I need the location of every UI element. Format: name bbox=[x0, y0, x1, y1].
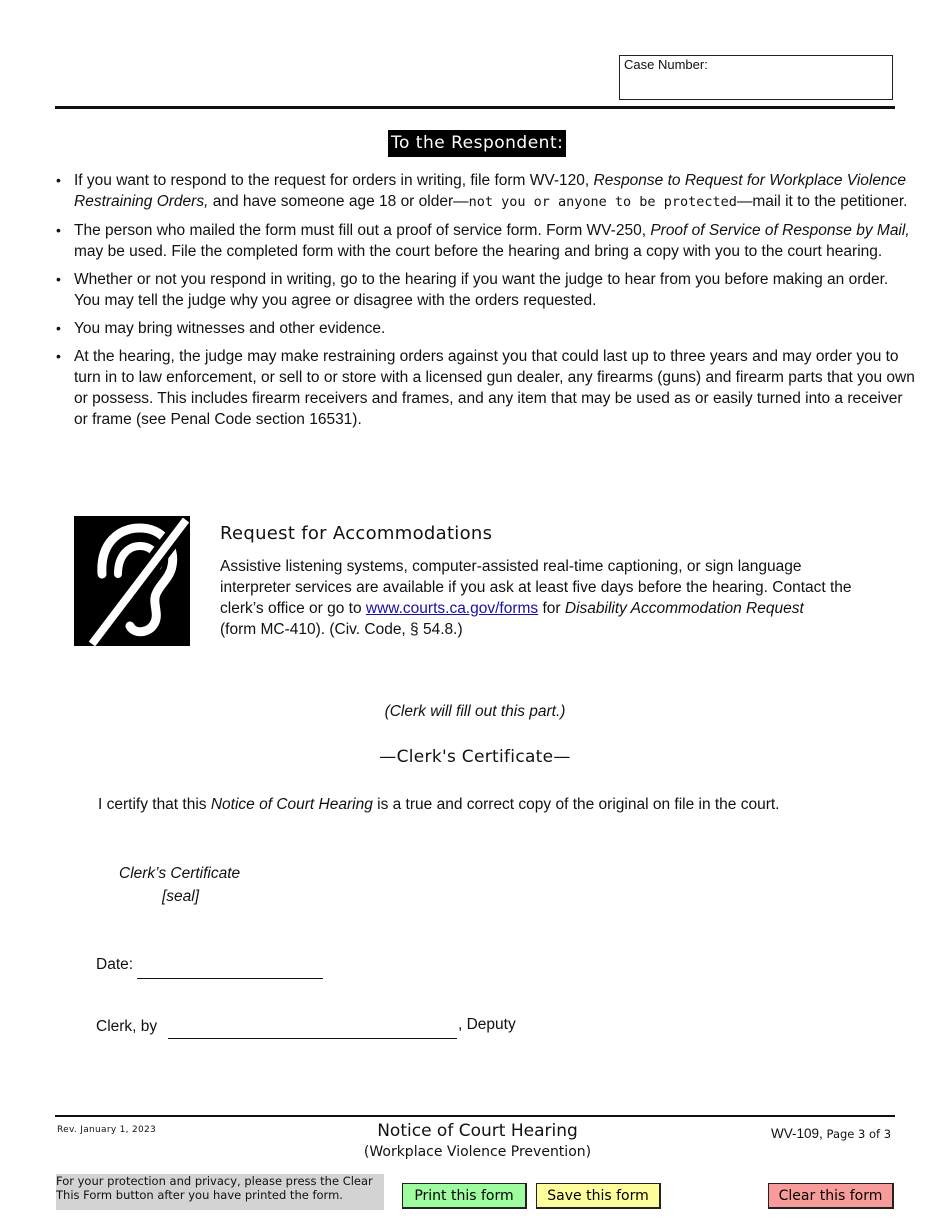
page-number: Page 3 of 3 bbox=[826, 1127, 892, 1141]
case-number-label: Case Number: bbox=[624, 57, 708, 72]
courts-forms-link[interactable]: www.courts.ca.gov/forms bbox=[365, 600, 539, 617]
clerk-note: (Clerk will fill out this part.) bbox=[384, 703, 566, 720]
save-form-button[interactable]: Save this form bbox=[536, 1183, 661, 1209]
certify-statement: I certify that this Notice of Court Hearing is a true and correct copy of the original on file in the court. bbox=[98, 796, 780, 813]
case-number-field[interactable] bbox=[619, 55, 893, 100]
clerk-certificate-heading: —Clerk's Certificate— bbox=[379, 747, 571, 767]
form-subtitle: (Workplace Violence Prevention) bbox=[363, 1144, 592, 1160]
list-item: • You may bring witnesses and other evidence. bbox=[74, 318, 916, 339]
print-form-button[interactable]: Print this form bbox=[402, 1183, 527, 1209]
date-label: Date: bbox=[96, 956, 134, 973]
clerk-by-label: Clerk, by bbox=[96, 1018, 158, 1035]
accommodations-body: Assistive listening systems, computer-assisted real-time captioning, or sign language interpreter services are available if you ask at least five days before the hearing. Contact the clerk’s office or go to www.courts.ca.gov/forms for Disability Accommodation Request (form MC-410). (Civ. Code, § 54.8.) bbox=[220, 558, 852, 638]
form-id: WV-109, bbox=[771, 1126, 823, 1141]
page-info bbox=[771, 1126, 891, 1141]
seal-label: Clerk’s Certificate bbox=[119, 865, 241, 882]
list-item: • Whether or not you respond in writing, go to the hearing if you want the judge to hear from you before making an order. You may tell the judge why you agree or disagree with the orders requested. bbox=[74, 269, 916, 311]
header-divider bbox=[55, 106, 895, 109]
accommodations-title: Request for Accommodations bbox=[220, 523, 493, 544]
privacy-notice: For your protection and privacy, please press the Clear This Form button after you have printed the form. bbox=[56, 1174, 384, 1210]
list-item: • The person who mailed the form must fill out a proof of service form. Form WV-250, Proof of Service of Response by Mail, may be used. File the completed form with the court before the hearing and bring a copy with you to the court hearing. bbox=[74, 220, 916, 262]
respondent-banner: To the Respondent: bbox=[388, 130, 566, 157]
date-field[interactable] bbox=[137, 978, 323, 979]
seal-placeholder: [seal] bbox=[162, 888, 200, 905]
hearing-assistance-icon bbox=[74, 516, 190, 646]
clerk-signature-field[interactable] bbox=[168, 1038, 457, 1039]
list-item: • At the hearing, the judge may make restraining orders against you that could last up to three years and may order you to turn in to law enforcement, or sell to or store with a licensed gun dealer, any firearms (guns) and firearm parts that you own or possess. This includes firearm receivers and frames, and any item that may be used as or easily turned into a receiver or frame (see Penal Code section 16531). bbox=[74, 346, 916, 430]
list-item: • If you want to respond to the request for orders in writing, file form WV-120, Response to Request for Workplace Violence Restraining Orders, and have someone age 18 or older—not you or anyone to be protected—mail it to the petitioner. bbox=[74, 170, 916, 213]
revision-date: Rev. January 1, 2023 bbox=[57, 1125, 157, 1135]
respondent-instructions bbox=[55, 170, 916, 437]
deputy-label: , Deputy bbox=[458, 1016, 516, 1033]
clear-form-button[interactable]: Clear this form bbox=[768, 1183, 894, 1209]
form-title: Notice of Court Hearing bbox=[377, 1121, 578, 1141]
footer-divider bbox=[55, 1115, 895, 1117]
